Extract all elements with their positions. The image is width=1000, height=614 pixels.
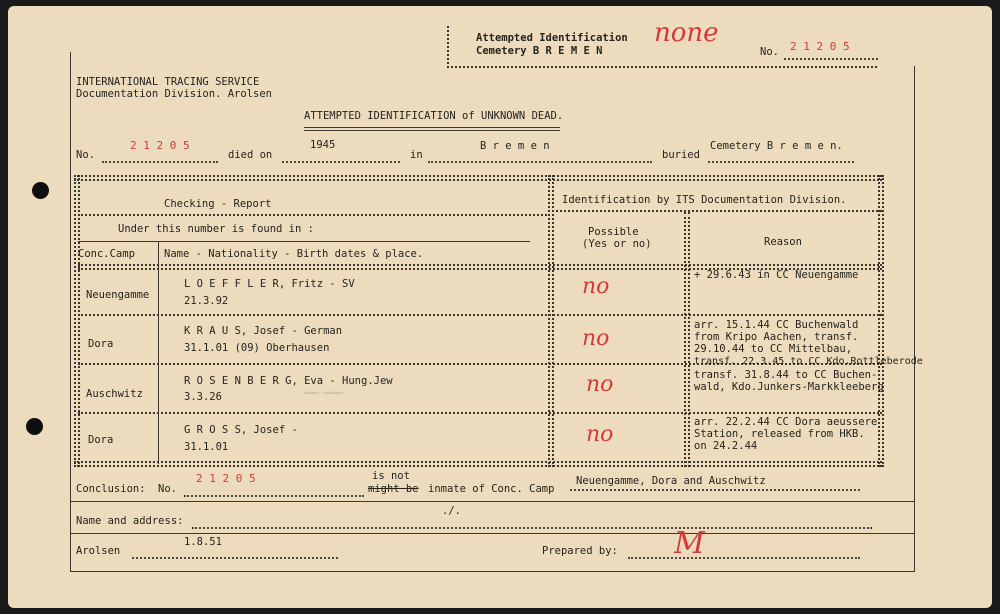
- divider-possible-reason-1: [684, 212, 686, 467]
- row1-possible: no: [582, 274, 610, 299]
- table-right-border-2: [882, 175, 884, 467]
- record-died-label: died on: [228, 149, 273, 161]
- conclusion-no-dots: [184, 495, 364, 497]
- punch-hole-top: [32, 182, 49, 199]
- divider-report-ident-2: [552, 175, 554, 467]
- title-underline-1: [304, 127, 560, 128]
- table-right-border-1: [878, 175, 880, 467]
- header-box-line2: Cemetery B R E M E N: [476, 45, 603, 57]
- table-bottom-border-1: [74, 461, 882, 463]
- header-box-no-dots: [784, 58, 878, 60]
- footer-signature: M: [674, 526, 705, 561]
- row2-reason-3: 29.10.44 to CC Mittelbau,: [694, 343, 853, 355]
- conclusion-label: Conclusion:: [76, 483, 146, 495]
- header-box-left-border: [447, 26, 449, 68]
- row2-birth: 31.1.01 (09) Oberhausen: [184, 342, 330, 354]
- footer-date: 1.8.51: [184, 536, 222, 548]
- record-died-value: 1945: [310, 139, 336, 151]
- record-buried-value: Cemetery B r e m e n.: [710, 140, 843, 152]
- row1-reason-1: + 29.6.43 in CC Neuengamme: [694, 269, 859, 281]
- divider-report-ident-1: [548, 175, 550, 467]
- row4-birth: 31.1.01: [184, 441, 229, 453]
- conclusion-camps: Neuengamme, Dora and Auschwitz: [576, 475, 766, 487]
- identification-header: Identification by ITS Documentation Division.: [562, 194, 847, 206]
- table-top-border-2: [74, 179, 882, 181]
- row3-possible: no: [586, 372, 614, 397]
- conclusion-struck-text: might be: [368, 483, 419, 495]
- divider-header-bottom-1: [78, 264, 882, 266]
- conclusion-camps-dots: [570, 489, 860, 491]
- row3-camp: Auschwitz: [86, 388, 143, 400]
- col-name-header: Name - Nationality - Birth dates & place.: [164, 248, 424, 260]
- conclusion-is-not: is not: [372, 470, 410, 482]
- row3-birth: 3.3.26: [184, 391, 222, 403]
- row2-reason-4: transf. 22.3.45 to CC Kdo.Rottleberode: [694, 356, 923, 367]
- record-place-value: B r e m e n: [480, 140, 550, 152]
- under-number-header: Under this number is found in :: [118, 223, 314, 235]
- col-reason-header: Reason: [764, 236, 802, 248]
- divider-camp-name: [158, 242, 159, 464]
- header-box-line1: Attempted Identification: [476, 32, 628, 44]
- record-place-dots: [428, 161, 652, 163]
- index-card: [8, 6, 992, 608]
- row3-faint-stamp: ▭▭▭ ▭▭▭▭: [304, 388, 343, 397]
- row3-name: R O S E N B E R G, Eva - Hung.Jew: [184, 375, 393, 387]
- row1-birth: 21.3.92: [184, 295, 229, 307]
- checking-report-header: Checking - Report: [164, 198, 272, 210]
- conclusion-inmate-text: inmate of Conc. Camp: [428, 483, 555, 495]
- header-box-handwritten-note: none: [654, 18, 719, 48]
- left-margin-line: [70, 52, 71, 572]
- table-bottom-border-2: [74, 465, 882, 467]
- table-top-border-1: [74, 175, 882, 177]
- col-possible-header-1: Possible: [588, 226, 639, 238]
- record-no-value: 2 1 2 0 5: [130, 139, 190, 152]
- record-died-dots: [282, 161, 400, 163]
- punch-hole-bottom: [26, 418, 43, 435]
- row2-name: K R A U S, Josef - German: [184, 325, 343, 337]
- row2-possible: no: [582, 326, 610, 351]
- footer-prepared-label: Prepared by:: [542, 545, 618, 557]
- table-left-border-2: [78, 175, 80, 467]
- divider-row-3: [78, 412, 882, 414]
- right-margin-line: [914, 66, 915, 572]
- page-title: ATTEMPTED IDENTIFICATION of UNKNOWN DEAD.: [304, 110, 564, 122]
- record-buried-dots: [708, 161, 854, 163]
- row3-reason-1: transf. 31.8.44 to CC Buchen-: [694, 369, 878, 381]
- name-address-value: ./.: [442, 505, 461, 517]
- row4-reason-3: on 24.2.44: [694, 440, 758, 452]
- divider-under-checking: [78, 214, 550, 216]
- org-line2: Documentation Division. Arolsen: [76, 88, 272, 100]
- footer-prepared-dots: [628, 557, 860, 559]
- record-no-label: No.: [76, 149, 95, 161]
- org-line1: INTERNATIONAL TRACING SERVICE: [76, 76, 260, 88]
- header-box-no-value: 2 1 2 0 5: [790, 40, 850, 53]
- col-camp-header: Conc.Camp: [78, 248, 135, 260]
- row1-name: L O E F F L E R, Fritz - SV: [184, 278, 355, 290]
- record-no-dots: [102, 161, 218, 163]
- row4-camp: Dora: [88, 434, 114, 446]
- divider-row-1: [78, 314, 882, 316]
- footer-place: Arolsen: [76, 545, 121, 557]
- record-buried-label: buried: [662, 149, 700, 161]
- record-in-label: in: [410, 149, 423, 161]
- conclusion-underline: [70, 501, 914, 502]
- col-possible-header-2: (Yes or no): [582, 238, 652, 250]
- table-left-border-1: [74, 175, 76, 467]
- title-underline-2: [304, 130, 560, 131]
- conclusion-no-value: 2 1 2 0 5: [196, 472, 256, 485]
- row4-possible: no: [586, 422, 614, 447]
- footer-date-dots: [132, 557, 338, 559]
- row2-camp: Dora: [88, 338, 114, 350]
- divider-possible-reason-2: [688, 212, 690, 467]
- divider-under-found: [78, 241, 530, 242]
- row3-reason-2: wald, Kdo.Junkers-Markkleeberg: [694, 381, 884, 393]
- header-box-bottom-border: [447, 66, 877, 68]
- conclusion-no-label: No.: [158, 483, 177, 495]
- name-address-dots: [192, 527, 872, 529]
- name-address-label: Name and address:: [76, 515, 184, 527]
- header-box-no-label: No.: [760, 46, 779, 58]
- row2-reason-2: from Kripo Aachen, transf.: [694, 331, 859, 343]
- bottom-margin-line: [70, 571, 915, 572]
- row1-camp: Neuengamme: [86, 289, 150, 301]
- row4-name: G R O S S, Josef -: [184, 424, 298, 436]
- row4-reason-1: arr. 22.2.44 CC Dora aeussere: [694, 416, 878, 428]
- name-address-underline: [70, 533, 914, 534]
- row4-reason-2: Station, released from HKB.: [694, 428, 865, 440]
- row2-reason-1: arr. 15.1.44 CC Buchenwald: [694, 319, 859, 331]
- divider-under-ident-header: [552, 210, 882, 212]
